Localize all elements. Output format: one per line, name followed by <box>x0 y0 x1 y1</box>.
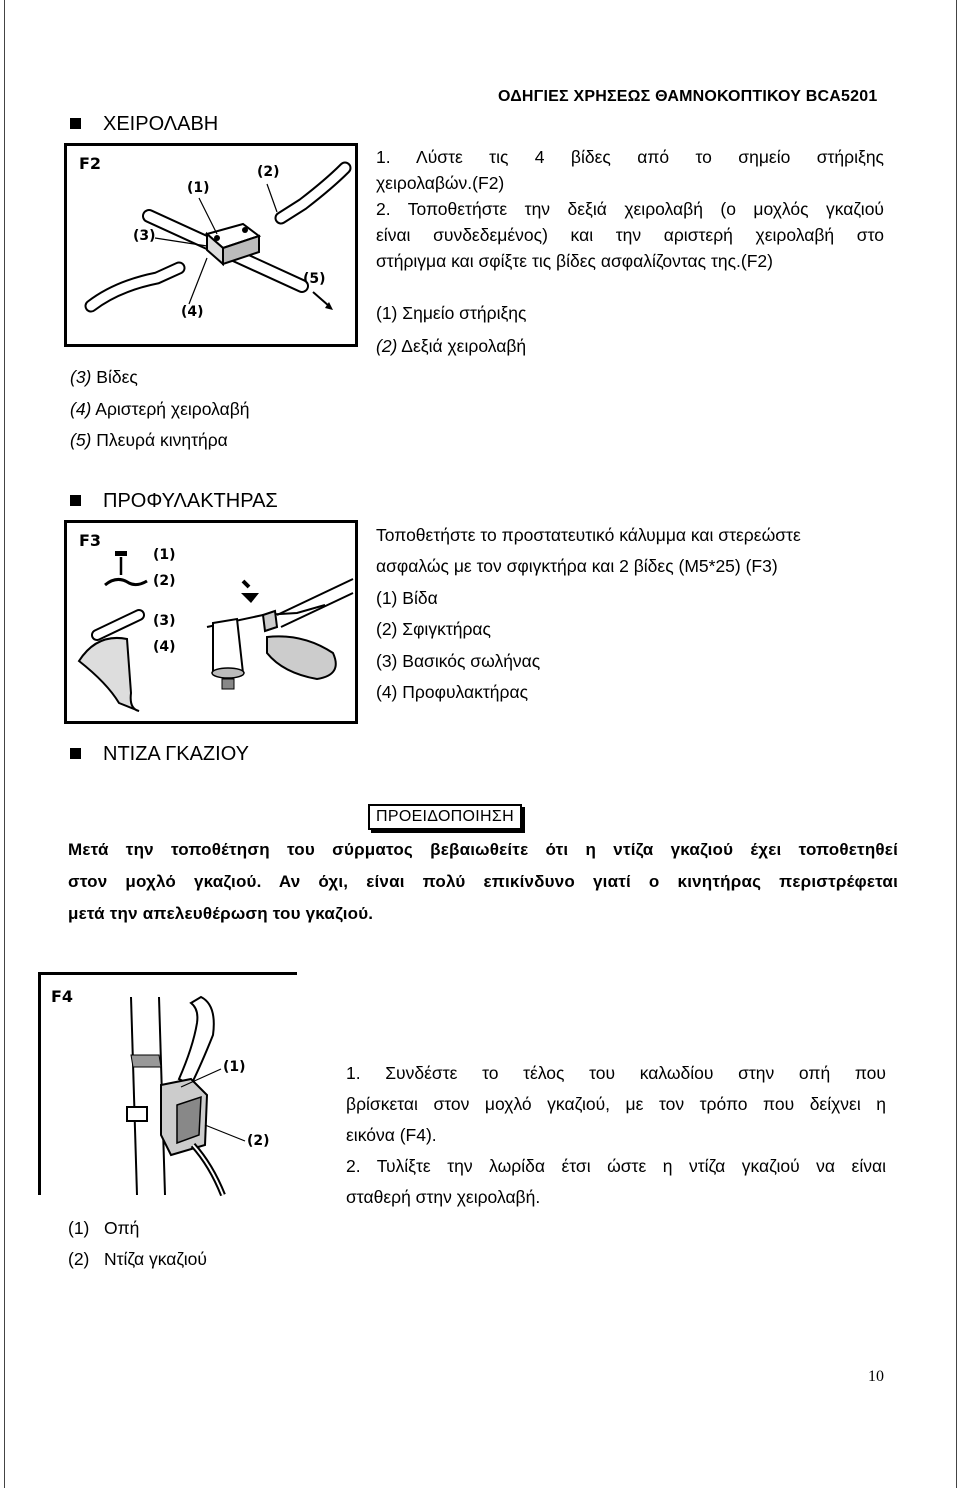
warning-text <box>68 834 898 930</box>
page-border-left <box>4 0 5 1488</box>
guard-text <box>376 522 801 579</box>
section-title-handle: ΧΕΙΡΟΛΑΒΗ <box>70 113 218 136</box>
callout-4: (4) <box>153 639 176 655</box>
part-item: (4) Αριστερή χειρολαβή <box>70 399 250 419</box>
callout-4: (4) <box>181 304 204 320</box>
figure-label: F3 <box>79 531 102 550</box>
figure-f4 <box>38 972 297 1195</box>
document-header: ΟΔΗΓΙΕΣ ΧΡΗΣΕΩΣ ΘΑΜΝΟΚΟΠΤΙΚΟΥ BCA5201 <box>498 88 878 105</box>
text-line: ασφαλώς με τον σφιγκτήρα και 2 βίδες (M5*25) (F3) <box>376 556 778 576</box>
part-item: (4) Προφυλακτήρας <box>376 682 529 702</box>
part-item: (2) Ντίζα γκαζιού <box>68 1249 207 1269</box>
step-line: βρίσκεται στον μοχλό γκαζιού, με τον τρόπο που δείχνει η <box>346 1094 886 1114</box>
step-line: 2. Τυλίξτε την λωρίδα έτσι ώστε η ντίζα γκαζιού να είναι <box>346 1156 886 1176</box>
figure-label: F2 <box>79 154 102 173</box>
bullet-square-icon <box>70 748 81 759</box>
warning-line: στον μοχλό γκαζιού. Αν όχι, είναι πολύ επικίνδυνο γιατί ο κινητήρας περιστρέφεται <box>68 872 898 891</box>
step-line: εικόνα (F4). <box>346 1125 437 1145</box>
handle-steps <box>376 144 884 274</box>
callout-2: (2) <box>257 164 280 180</box>
handlebar-illustration <box>67 146 355 344</box>
part-item: (1) Σημείο στήριξης <box>376 303 527 323</box>
callout-3: (3) <box>153 613 176 629</box>
part-item: (3) Βασικός σωλήνας <box>376 651 541 671</box>
callout-1: (1) <box>187 180 210 196</box>
warning-line: Μετά την τοποθέτηση του σύρματος βεβαιωθείτε ότι η ντίζα γκαζιού έχει τοποθετηθεί <box>68 840 898 859</box>
figure-f3 <box>64 520 358 724</box>
callout-1: (1) <box>153 547 176 563</box>
part-item: (2) Σφιγκτήρας <box>376 619 491 639</box>
bullet-square-icon <box>70 495 81 506</box>
warning-line: μετά την απελευθέρωση του γκαζιού. <box>68 904 374 923</box>
callout-5: (5) <box>303 271 326 287</box>
step-line: 2. Τοποθετήστε την δεξιά χειρολαβή (ο μοχλός γκαζιού <box>376 199 884 219</box>
figure-label: F4 <box>51 987 74 1006</box>
page-number: 10 <box>868 1368 884 1385</box>
section-title-guard: ΠΡΟΦΥΛΑΚΤΗΡΑΣ <box>70 490 278 513</box>
step-line: είναι συνδεδεμένος) και την αριστερή χειρολαβή στο <box>376 225 884 245</box>
warning-title-box: ΠΡΟΕΙΔΟΠΟΙΗΣΗ <box>368 804 522 830</box>
figure-f2 <box>64 143 358 347</box>
throttle-steps <box>346 1058 886 1213</box>
callout-2: (2) <box>247 1133 270 1149</box>
page-border-right <box>956 0 957 1488</box>
throttle-illustration <box>41 975 297 1195</box>
guard-illustration <box>67 523 355 721</box>
bullet-square-icon <box>70 118 81 129</box>
callout-2: (2) <box>153 573 176 589</box>
part-item: (1) Οπή <box>68 1218 140 1238</box>
callout-1: (1) <box>223 1059 246 1075</box>
part-item: (3) Βίδες <box>70 367 138 387</box>
step-line: σταθερή στην χειρολαβή. <box>346 1187 541 1207</box>
step-line: 1. Λύστε τις 4 βίδες από το σημείο στήριξης <box>376 147 884 167</box>
part-item: (1) Βίδα <box>376 588 438 608</box>
step-line: 1. Συνδέστε το τέλος του καλωδίου στην οπή που <box>346 1063 886 1083</box>
step-line: στήριγμα και σφίξτε τις βίδες ασφαλίζοντας της.(F2) <box>376 251 773 271</box>
section-title-throttle: ΝΤΙΖΑ ΓΚΑΖΙΟΥ <box>70 743 249 766</box>
part-item: (2) Δεξιά χειρολαβή <box>376 336 527 356</box>
step-line: χειρολαβών.(F2) <box>376 173 505 193</box>
part-item: (5) Πλευρά κινητήρα <box>70 430 228 450</box>
callout-3: (3) <box>133 228 156 244</box>
text-line: Τοποθετήστε το προστατευτικό κάλυμμα και στερεώστε <box>376 525 801 545</box>
